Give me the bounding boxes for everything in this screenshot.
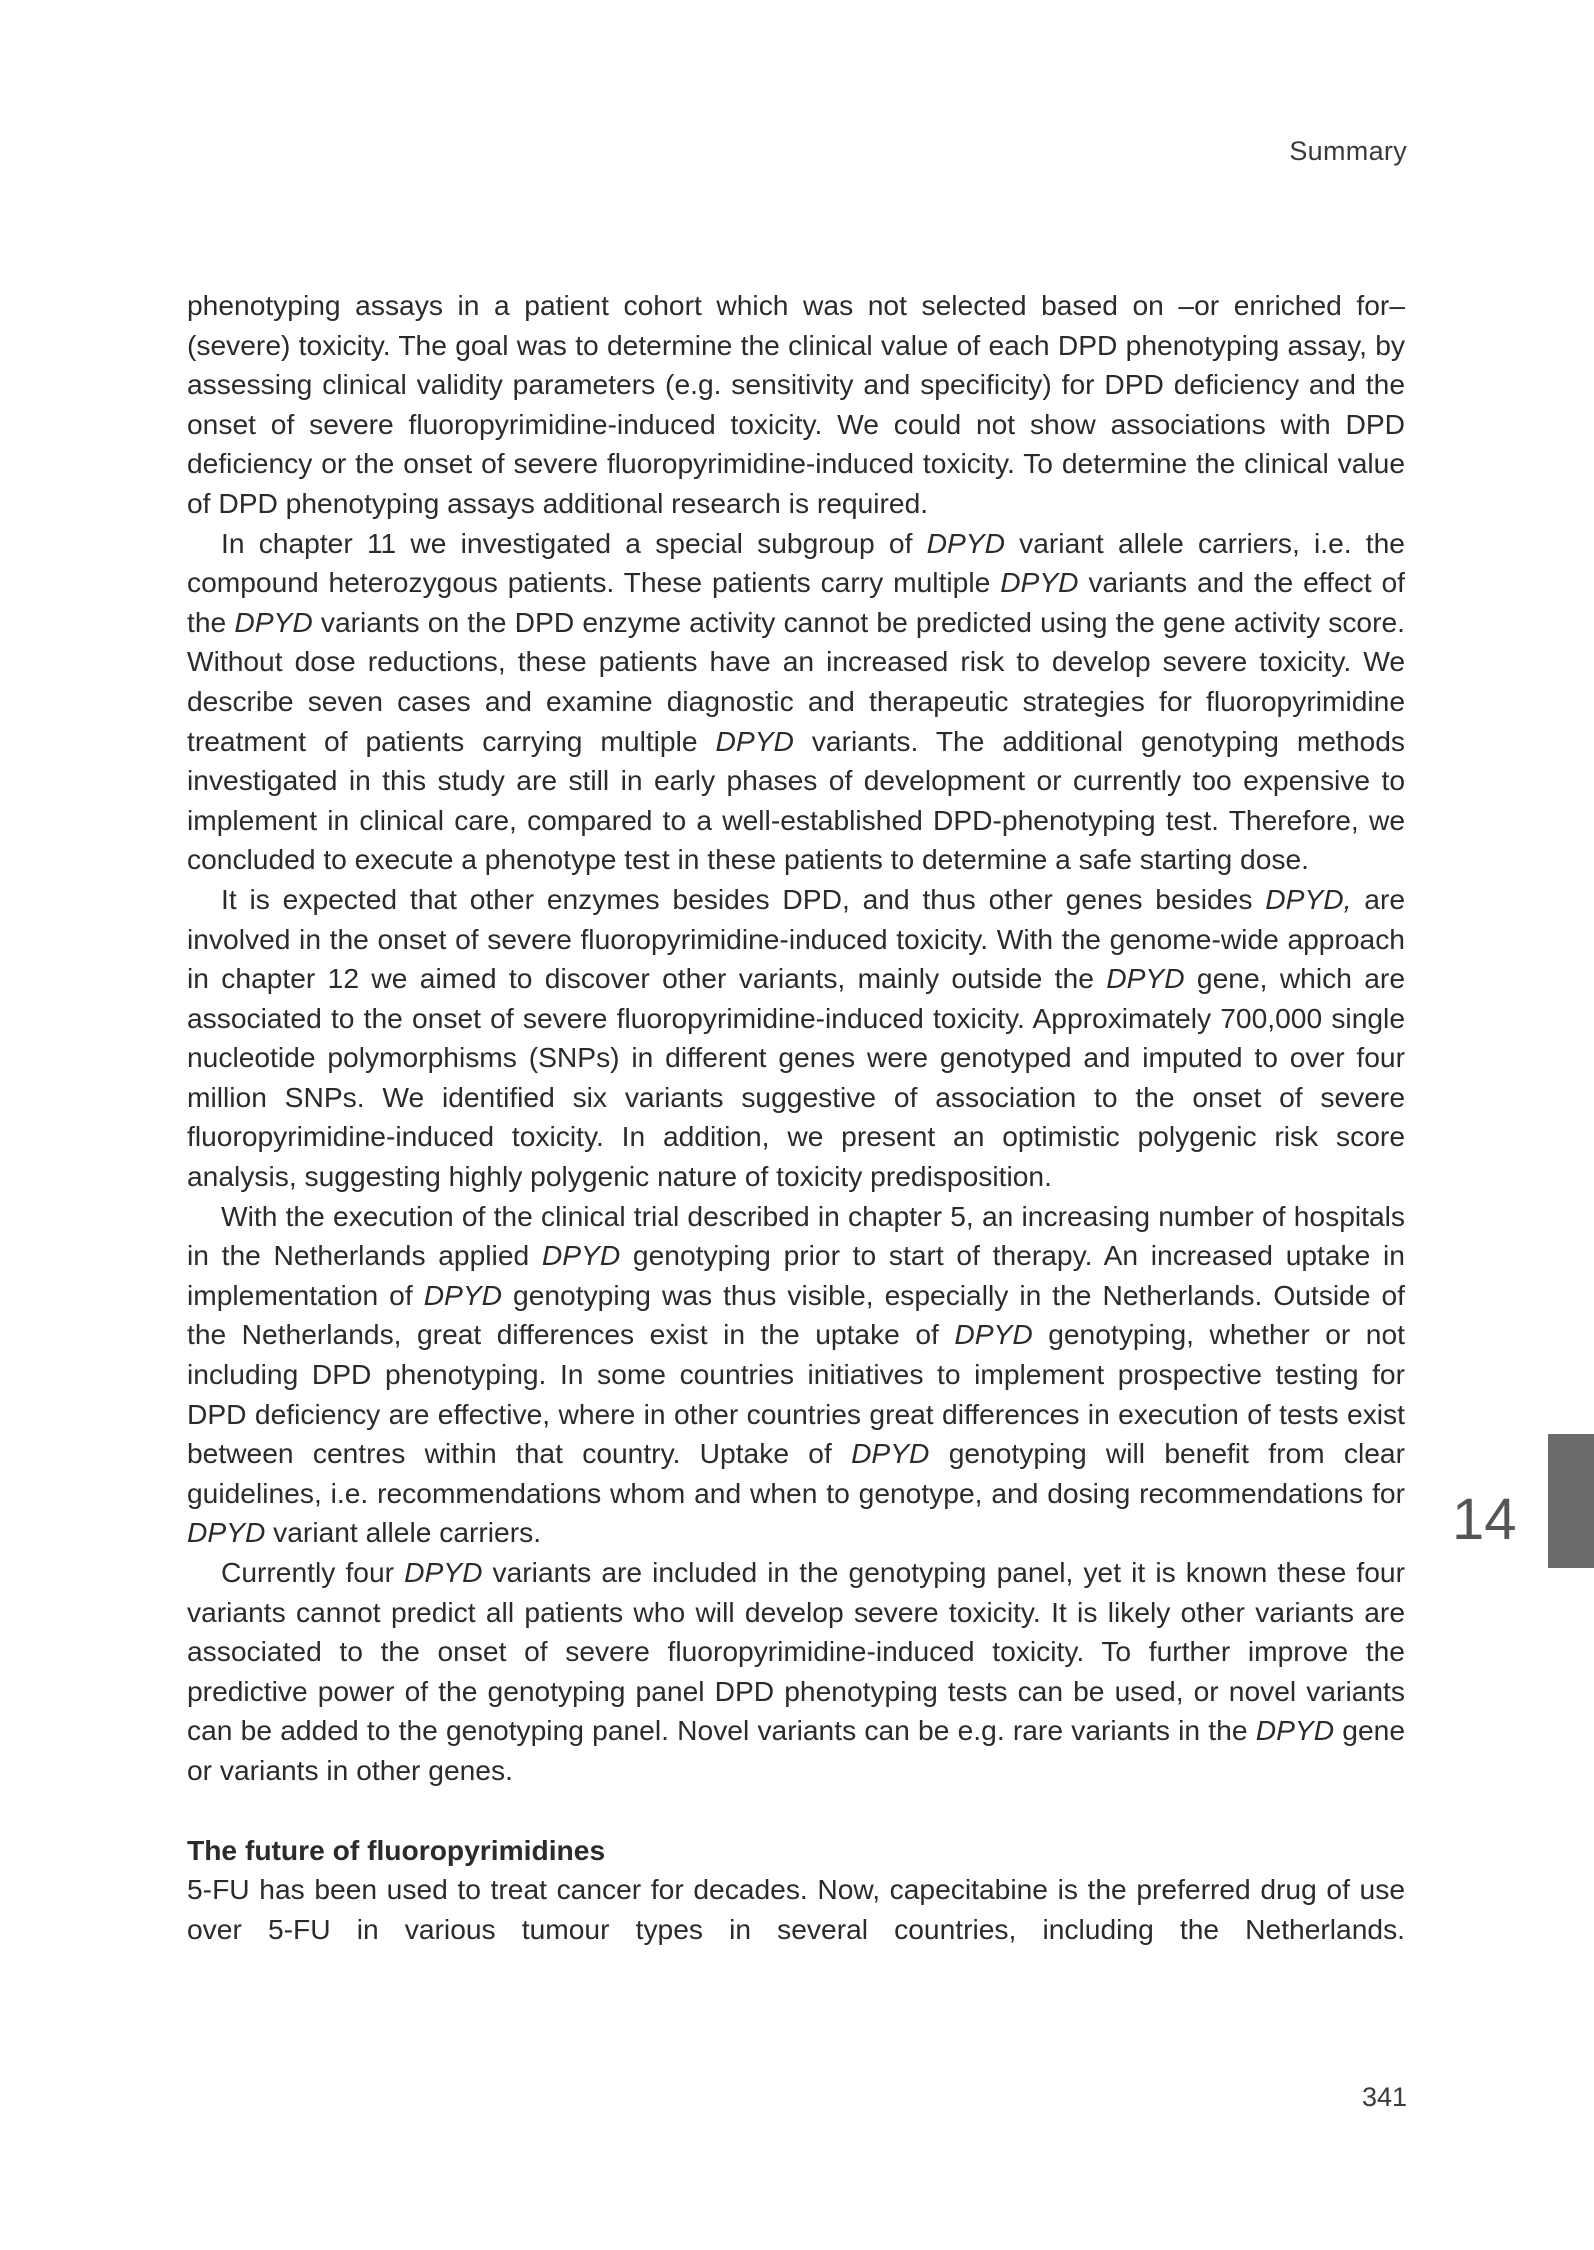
text-run: In chapter 11 we investigated a special subgroup of: [221, 526, 927, 559]
body-text: [187, 286, 1405, 1949]
text-run: are involved in the onset of severe fluoropyrimidine-induced toxicity. With the genome-wide approach in chapter 12 we aimed to discover other variants, mainly outside the: [187, 882, 1406, 995]
text-run: Currently four: [221, 1556, 405, 1588]
page-number: 341: [1361, 2082, 1407, 2112]
text-run: variant allele carriers, i.e. the compound heterozygous patients. These patients carry multiple: [187, 526, 1405, 599]
paragraph-6: 5-FU has been used to treat cancer for decades. Now, capecitabine is the preferred drug of use over 5-FU in various tumour types in several countries, including the Netherlands.: [187, 1873, 1405, 1945]
text-run: variants on the DPD enzyme activity cannot be predicted using the gene activity score. Without dose reductions, these patients have an increased risk to develop severe toxicity. We describe seven cases and examine diagnostic and therapeutic strategies for fluoropyrimidine treatment of patients carrying multiple: [187, 605, 1405, 757]
gene-name-italic: DPYD: [541, 1239, 621, 1272]
text-run: variants. The additional genotyping methods investigated in this study are still in early phases of development or currently too expensive to implement in clinical care, compared to a well-established DPD-phenotyping test. Therefore, we concluded to execute a phenotype test in these patients to determine a safe starting dose.: [187, 724, 1405, 876]
text-run: variants are included in the genotyping panel, yet it is known these four variants cannot predict all patients who will develop severe toxicity. It is likely other variants are associated to the onset of severe fluoropyrimidine-induced toxicity. To further improve the predictive power of the genotyping panel DPD phenotyping tests can be used, or novel variants can be added to the genotyping panel. Novel variants can be e.g. rare variants in the: [187, 1556, 1405, 1747]
chapter-thumb-tab: [1548, 1434, 1594, 1568]
gene-name-italic: DPYD: [187, 1516, 266, 1549]
text-run: genotyping, whether or not including DPD phenotyping. In some countries initiatives to implement prospective testing for DPD deficiency are effective, where in other countries great differences in execution of tests exist between centres within that country. Uptake of: [187, 1318, 1405, 1470]
text-run: It is expected that other enzymes besides DPD, and thus other genes besides: [221, 882, 1266, 915]
gene-name-italic: DPYD: [954, 1318, 1033, 1351]
paragraph-3: [187, 880, 1405, 1197]
gene-name-italic: DPYD: [1255, 1714, 1335, 1747]
chapter-number: 14: [1452, 1487, 1517, 1552]
paragraph-5: [187, 1553, 1405, 1791]
text-run: variant allele carriers.: [265, 1516, 542, 1549]
gene-name-italic: DPYD: [404, 1556, 483, 1588]
running-header-title: Summary: [1289, 136, 1407, 166]
text-run: genotyping was thus visible, especially in the Netherlands. Outside of the Netherlands, great differences exist in the uptake of: [187, 1278, 1405, 1351]
gene-name-italic: DPYD: [1000, 566, 1079, 599]
text-run: gene, which are associated to the onset of severe fluoropyrimidine-induced toxicity. Approximately 700,000 single nucleotide polymorphisms (SNPs) in different genes were genotyped and imputed to over four million SNPs. We identified six variants suggestive of association to the onset of severe fluoropyrimidine-induced toxicity. In addition, we present an optimistic polygenic risk score analysis, suggesting highly polygenic nature of toxicity predisposition.: [187, 962, 1405, 1193]
text-run: variants and the effect of the: [187, 566, 1405, 638]
gene-name-italic: DPYD: [423, 1278, 503, 1311]
gene-name-italic: DPYD: [851, 1437, 930, 1470]
gene-name-italic: DPYD: [926, 526, 1005, 559]
paragraph-2: [187, 524, 1405, 880]
paragraph-1: phenotyping assays in a patient cohort which was not selected based on –or enriched for– (severe) toxicity. The goal was to determine the clinical value of each DPD phenotyping assay, by assessing clinical validity parameters (e.g. sensitivity and specificity) for DPD deficiency and the onset of severe fluoropyrimidine-induced toxicity. We could not show associations with DPD deficiency or the onset of severe fluoropyrimidine-induced toxicity. To determine the clinical value of DPD phenotyping assays additional research is required.: [187, 289, 1405, 519]
gene-name-italic: DPYD,: [1265, 882, 1352, 915]
text-run: genotyping will benefit from clear guidelines, i.e. recommendations whom and when to genotype, and dosing recommendations for: [187, 1437, 1405, 1509]
text-run: gene or variants in other genes.: [187, 1714, 1405, 1786]
gene-name-italic: DPYD: [1106, 962, 1185, 995]
text-run: genotyping prior to start of therapy. An increased uptake in implementation of: [187, 1239, 1405, 1311]
text-run: With the execution of the clinical trial described in chapter 5, an increasing number of hospitals in the Netherlands applied: [187, 1199, 1405, 1272]
gene-name-italic: DPYD: [234, 605, 313, 638]
section-heading: The future of fluoropyrimidines: [187, 1833, 606, 1866]
gene-name-italic: DPYD: [715, 724, 794, 757]
paragraph-4: [187, 1197, 1405, 1553]
